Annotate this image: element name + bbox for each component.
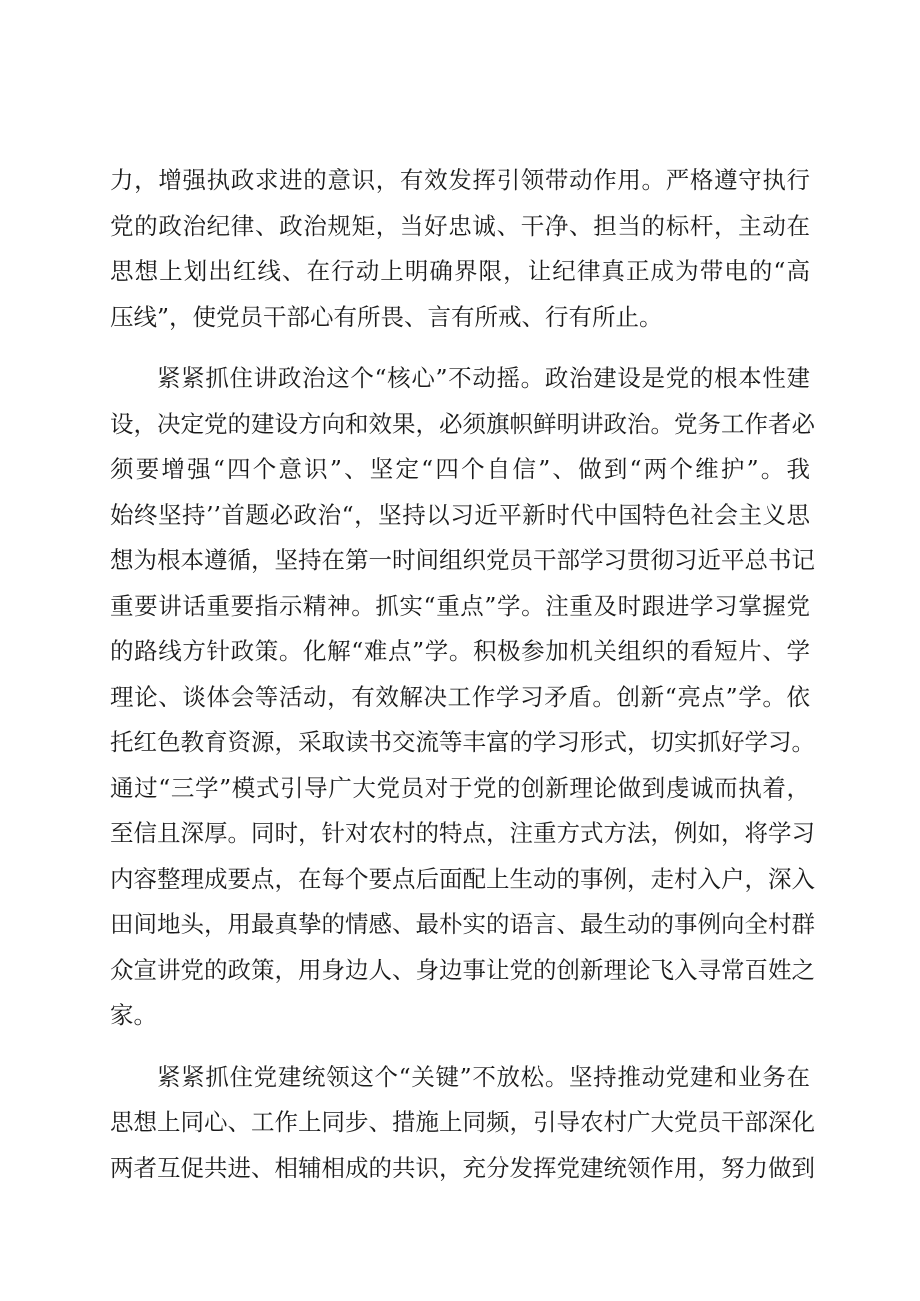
text-line: 须要增强“四个意识”、坚定“四个自信”、做到“两个维护”。我: [110, 455, 810, 483]
text-line: 重要讲话重要指示精神。抓实“重点”学。注重及时跟进学习掌握党: [110, 591, 810, 620]
text-line: 两者互促共进、相辅相成的共识，充分发挥党建统领作用，努力做到: [110, 1153, 815, 1182]
text-line: 力，增强执政求进的意识，有效发挥引领带动作用。严格遵守执行: [110, 166, 810, 194]
text-line: 思想上划出红线、在行动上明确界限，让纪律真正成为带电的“高: [110, 257, 810, 285]
text-line: 理论、谈体会等活动，有效解决工作学习矛盾。创新“亮点”学。依: [110, 682, 810, 711]
paragraph-3: [110, 1055, 815, 1192]
text-line: 紧紧抓住党建统领这个“关键”不放松。坚持推动党建和业务在: [157, 1062, 810, 1091]
paragraph-2: [110, 356, 815, 1039]
text-line: 压线”，使党员干部心有所畏、言有所戒、行有所止。: [110, 302, 663, 331]
text-line: 紧紧抓住讲政治这个“核心”不动摇。政治建设是党的根本性建: [157, 364, 810, 392]
document-body: [110, 158, 815, 1191]
text-line: 内容整理成要点，在每个要点后面配上生动的事例，走村入户，深入: [110, 864, 815, 893]
text-line: 托红色教育资源，采取读书交流等丰富的学习形式，切实抓好学习。: [110, 728, 815, 756]
text-line: 通过“三学”模式引导广大党员对于党的创新理论做到虔诚而执着，: [110, 773, 810, 802]
text-line: 始终坚持’’首题必政治“，坚持以习近平新时代中国特色社会主义思: [110, 500, 810, 529]
text-line: 想为根本遵循，坚持在第一时间组织党员干部学习贯彻习近平总书记: [110, 546, 815, 574]
text-line: 家。: [110, 1001, 157, 1029]
paragraph-1: [110, 158, 810, 340]
text-line: 设，决定党的建设方向和效果，必须旗帜鲜明讲政治。党务工作者必: [110, 409, 815, 438]
text-line: 田间地头，用最真挚的情感、最朴实的语言、最生动的事例向全村群: [110, 910, 815, 938]
text-line: 的路线方针政策。化解“难点”学。积极参加机关组织的看短片、学: [110, 637, 810, 665]
text-line: 至信且深厚。同时，针对农村的特点，注重方式方法，例如，将学习: [110, 819, 815, 847]
text-line: 党的政治纪律、政治规矩，当好忠诚、干净、担当的标杆，主动在: [110, 211, 810, 240]
text-line: 众宣讲党的政策，用身边人、身边事让党的创新理论飞入寻常百姓之: [110, 955, 815, 984]
text-line: 思想上同心、工作上同步、措施上同频，引导农村广大党员干部深化: [110, 1108, 815, 1136]
